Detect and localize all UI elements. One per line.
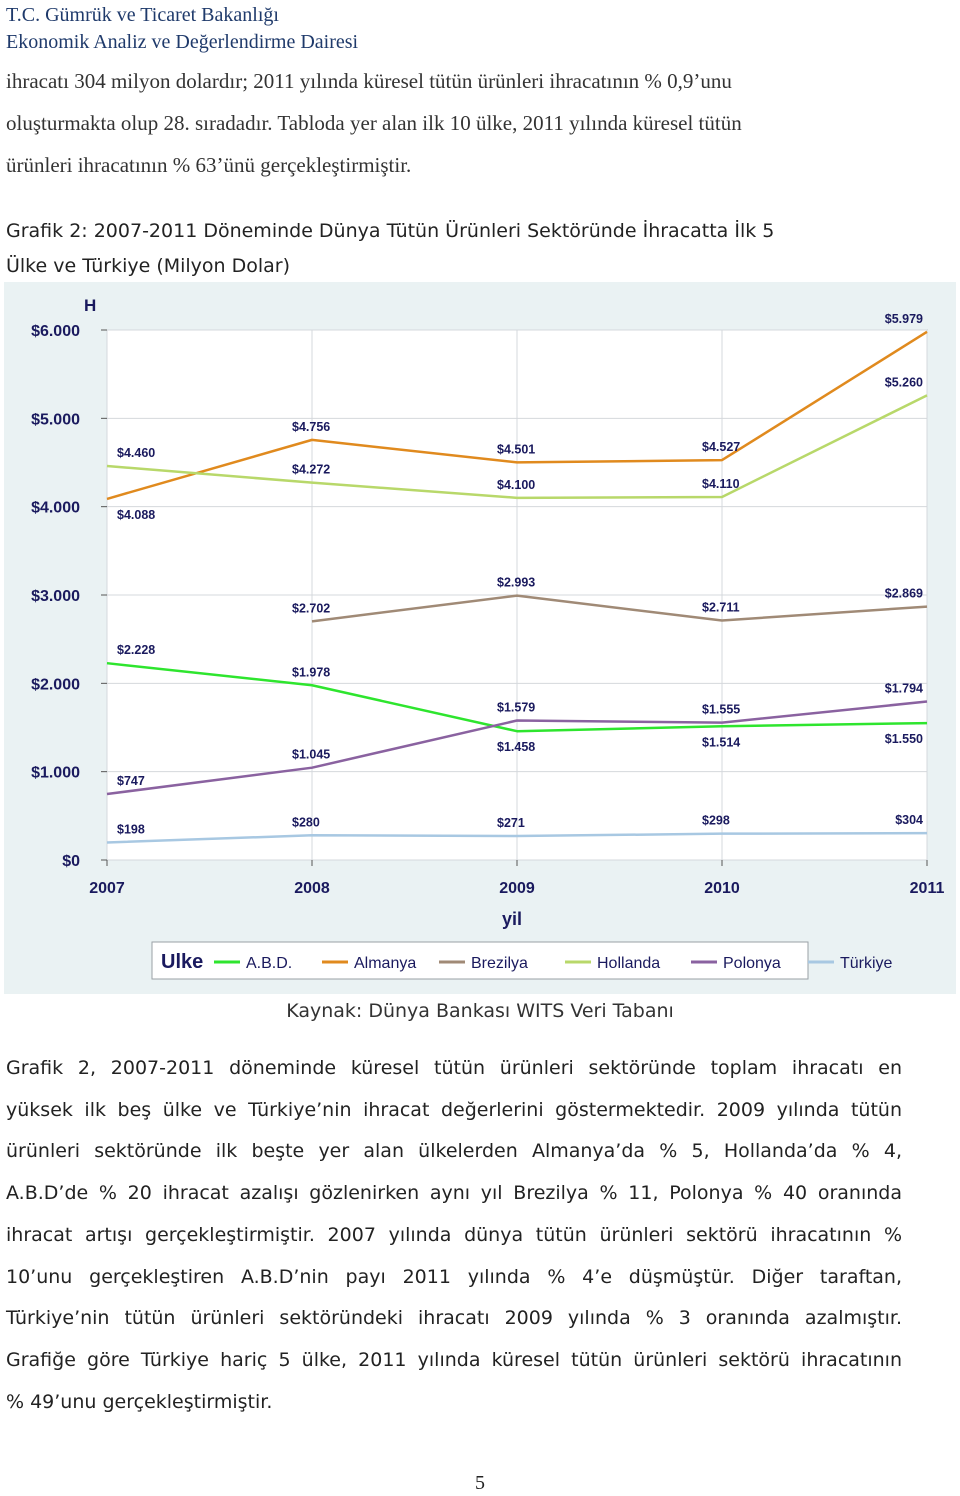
data-label: $1.550 [884,732,923,747]
figure-source: Kaynak: Dünya Bankası WITS Veri Tabanı [286,1000,674,1022]
x-tick-label: 2010 [704,880,740,897]
y-axis [31,323,107,870]
intro-line: oluşturmakta olup 28. sıradadır. Tabloda yer alan ilk 10 ülke, 2011 yılında küresel tütün [6,111,742,135]
intro-line: ihracatı 304 milyon dolardır; 2011 yılında küresel tütün ürünleri ihracatının % 0,9’unu [6,69,732,93]
y-tick-label: $3.000 [31,588,80,605]
x-tick-label: 2007 [89,880,125,897]
y-tick-label: $6.000 [31,323,80,340]
data-label: $304 [895,813,923,828]
data-label: $2.993 [497,575,536,590]
line-chart [4,282,956,994]
y-tick-label: $4.000 [31,499,80,517]
figure-title-line: Ülke ve Türkiye (Milyon Dolar) [6,255,291,277]
x-tick-label: 2009 [499,880,535,897]
data-label: $1.045 [292,747,331,762]
legend-label: Hollanda [597,955,661,972]
chart-container [4,282,956,994]
legend [152,942,893,979]
body-paragraph [6,1048,902,1423]
ministry-name: T.C. Gümrük ve Ticaret Bakanlığı [6,4,279,26]
data-label: $4.272 [292,462,331,477]
department-name: Ekonomik Analiz ve Değerlendirme Dairesi [6,31,359,53]
body-line: 10’unu gerçekleştiren A.B.D’nin payı 2011 yılında % 4’e düşmüştür. Diğer taraftan, [6,1265,902,1288]
chart-title: H [84,296,97,315]
page-number: 5 [475,1472,485,1494]
data-label: $1.514 [702,735,741,750]
data-label: $2.711 [702,600,740,615]
legend-title: Ulke [161,951,204,973]
legend-label: Brezilya [471,955,528,972]
legend-label: A.B.D. [246,955,293,972]
data-label: $271 [497,816,525,831]
document-header [6,2,358,56]
figure-title [6,214,926,284]
legend-label: Polonya [723,955,781,972]
data-label: $1.579 [497,700,536,715]
y-tick-label: $0 [62,853,80,870]
x-tick-label: 2011 [909,880,945,897]
figure-title-line: Grafik 2: 2007-2011 Döneminde Dünya Tütün Ürünleri Sektöründe İhracatta İlk 5 [6,220,775,242]
legend-label: Almanya [354,955,417,972]
body-line: ihracat artışı gerçekleştirmiştir. 2007 yılında dünya tütün ürünleri sektörü ihracatının % [6,1223,902,1246]
data-label: $2.228 [117,643,156,658]
data-label: $2.869 [884,586,923,601]
y-tick-label: $5.000 [31,411,80,429]
data-label: $298 [702,813,730,828]
data-label: $198 [117,822,145,837]
data-label: $5.979 [884,311,923,326]
y-tick-label: $1.000 [31,764,80,782]
data-label: $4.756 [292,419,331,434]
body-line: A.B.D’de % 20 ihracat azalışı gözlenirken aynı yıl Brezilya % 11, Polonya % 40 oranında [6,1182,902,1205]
x-axis [89,860,944,897]
data-label: $4.088 [117,507,156,522]
data-label: $4.501 [497,442,536,457]
data-label: $1.555 [702,702,741,717]
body-line: Grafik 2, 2007-2011 döneminde küresel tütün ürünleri sektöründe toplam ihracatı en [6,1057,902,1079]
data-label: $280 [292,815,320,830]
data-label: $4.100 [497,477,536,492]
body-line: yüksek ilk beş ülke ve Türkiye’nin ihracat değerlerini göstermektedir. 2009 yılında tütün [6,1098,902,1121]
x-axis-label: yil [501,909,523,929]
body-line: Türkiye’nin tütün ürünleri sektöründeki ihracatı 2009 yılında % 3 oranında azalmıştır. [6,1307,902,1330]
body-line: % 49’unu gerçekleştirmiştir. [6,1390,273,1413]
body-line: ürünleri sektöründe ilk beşte yer alan ülkelerden Almanya’da % 5, Hollanda’da % 4, [6,1140,902,1163]
data-label: $2.702 [292,601,331,616]
x-tick-label: 2008 [294,880,330,897]
data-label: $4.110 [702,476,740,491]
y-tick-label: $2.000 [31,676,80,694]
data-label: $1.978 [292,665,331,680]
data-label: $1.458 [497,740,536,755]
data-label: $5.260 [884,375,923,390]
body-line: Grafiğe göre Türkiye hariç 5 ülke, 2011 yılında küresel tütün ürünleri sektörü ihracatının [6,1348,902,1371]
data-label: $4.527 [702,440,741,455]
legend-label: Türkiye [840,955,893,972]
intro-paragraph [6,60,906,186]
intro-line: ürünleri ihracatının % 63’ünü gerçekleştirmiştir. [6,153,412,177]
data-label: $1.794 [884,681,923,696]
data-label: $4.460 [117,446,156,461]
data-label: $747 [117,774,145,789]
